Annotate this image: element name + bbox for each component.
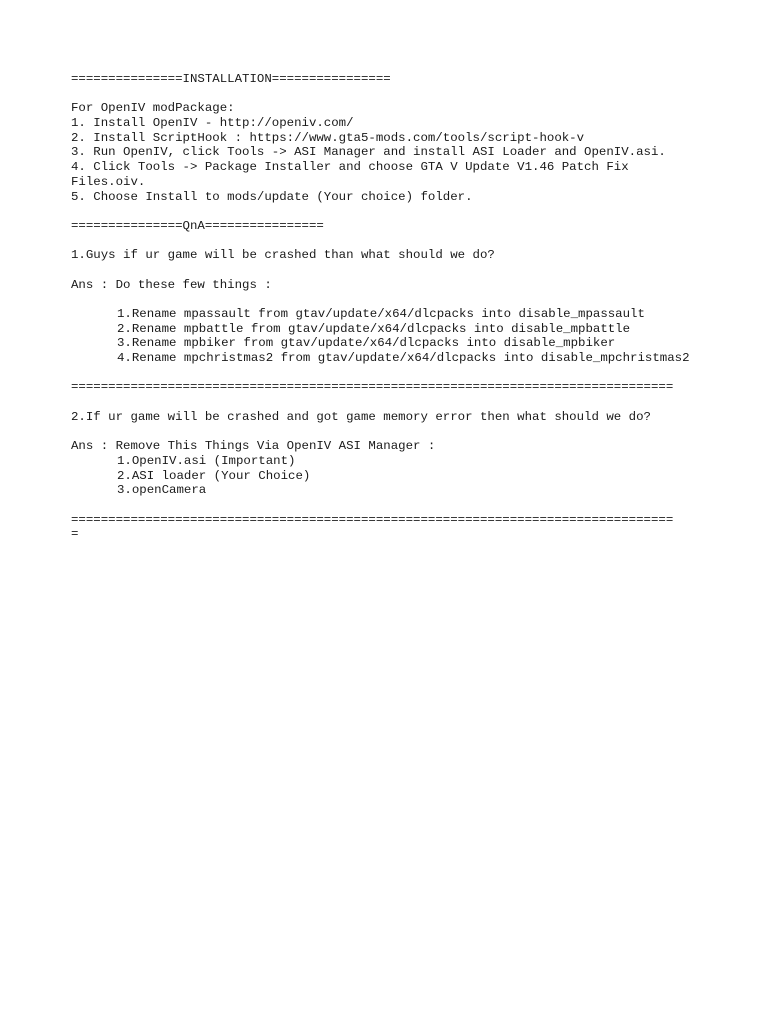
answer-1-item: 2.Rename mpbattle from gtav/update/x64/dlcpacks into disable_mpbattle [117,321,631,336]
question-1: 1.Guys if ur game will be crashed than what should we do? [71,248,495,263]
blank-line [71,204,761,219]
blank-line [71,292,761,307]
answer-1-item: 1.Rename mpassault from gtav/update/x64/dlcpacks into disable_mpassault [117,307,645,321]
installation-header: ===============INSTALLATION================ [71,72,391,86]
blank-line [71,366,761,381]
qna-header: ===============QnA================ [71,218,324,233]
answer-1-item: 3.Rename mpbiker from gtav/update/x64/dlcpacks into disable_mpbiker [117,336,616,351]
install-step-continuation: Files.oiv. [71,174,146,189]
separator: ================================================================================= [71,512,674,527]
answer-1-item: 4.Rename mpchristmas2 from gtav/update/x64/dlcpacks into disable_mpchristmas2 [117,351,690,366]
blank-line [71,234,761,249]
install-step: 5. Choose Install to mods/update (Your choice) folder. [71,189,473,204]
install-step: 4. Click Tools -> Package Installer and choose GTA V Update V1.46 Patch Fix [71,160,629,175]
installation-intro: For OpenIV modPackage: [71,101,235,116]
answer-2-item: 1.OpenIV.asi (Important) [117,453,296,468]
blank-line [71,425,761,440]
question-2: 2.If ur game will be crashed and got game memory error then what should we do? [71,409,651,424]
blank-line [71,498,761,513]
answer-2-item: 3.openCamera [117,483,207,498]
blank-line [71,395,761,410]
answer-1-intro: Ans : Do these few things : [71,277,272,292]
separator-wrap: = [71,527,79,542]
separator: ================================================================================= [71,380,674,395]
blank-line [71,263,761,278]
answer-2-intro: Ans : Remove This Things Via OpenIV ASI Manager : [71,439,436,454]
answer-2-item: 2.ASI loader (Your Choice) [117,468,311,483]
blank-line [71,87,761,102]
install-step: 1. Install OpenIV - http://openiv.com/ [71,116,354,131]
install-step: 2. Install ScriptHook : https://www.gta5-mods.com/tools/script-hook-v [71,130,585,145]
install-step: 3. Run OpenIV, click Tools -> ASI Manager and install ASI Loader and OpenIV.asi. [71,145,666,160]
document-body [71,72,761,542]
